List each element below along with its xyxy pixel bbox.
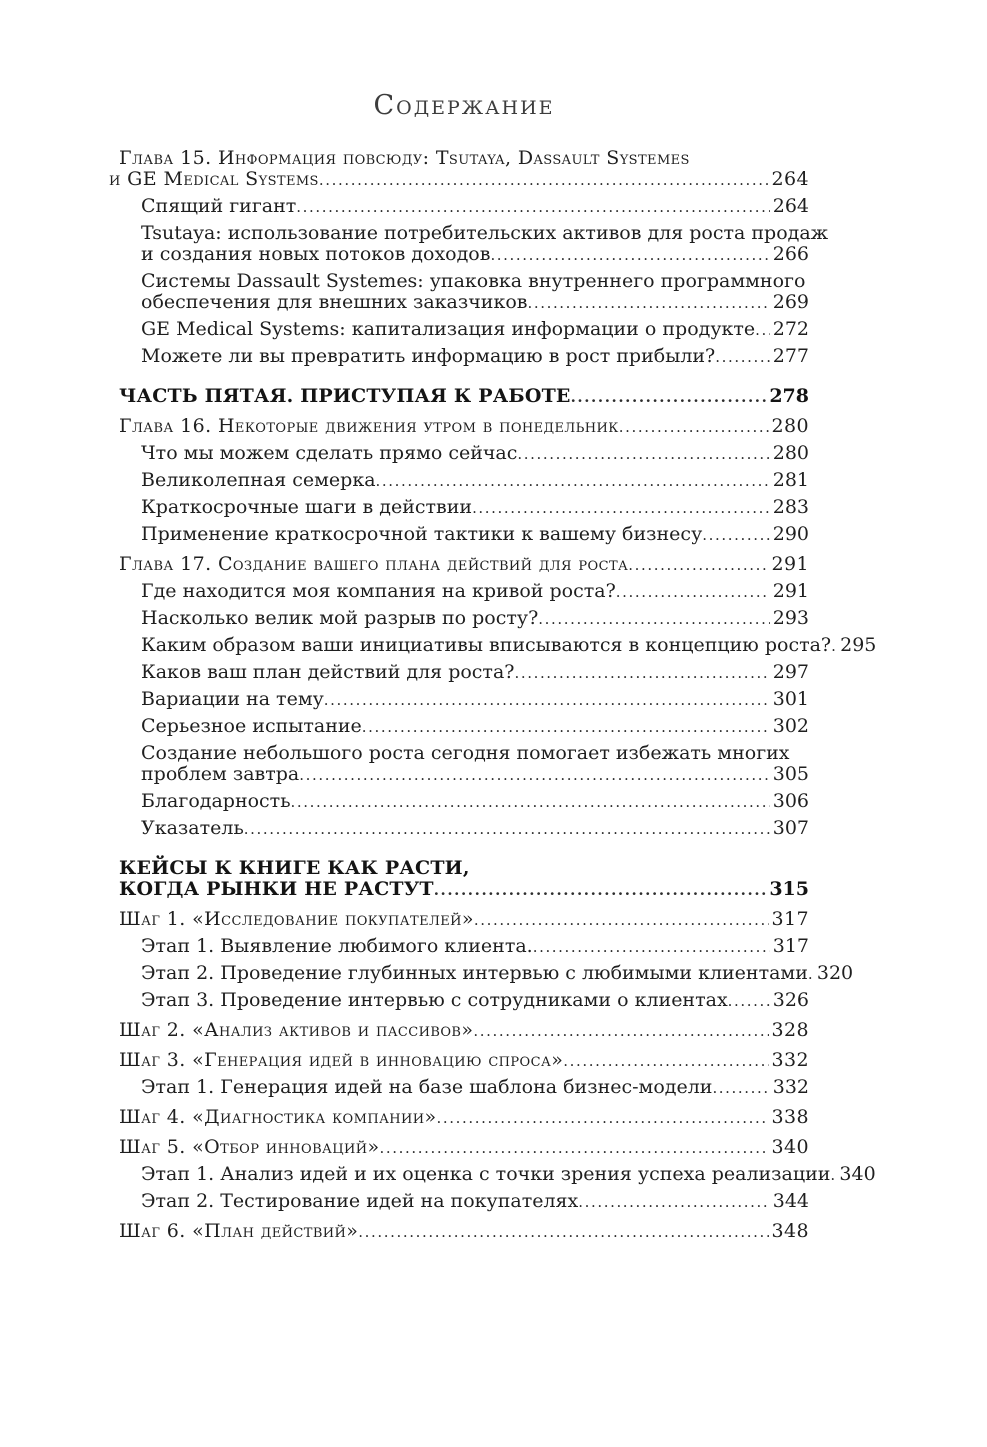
toc-entry-text: Этап 2. Тестирование идей на покупателях xyxy=(141,1190,579,1212)
toc-content xyxy=(109,86,877,1243)
toc-entry-line xyxy=(141,196,809,218)
toc-entry-text: Глава 15. Информация повсюду: Tsutaya, Dassault Systemes xyxy=(119,147,690,169)
toc-entry-text: Где находится моя компания на кривой роста? xyxy=(141,580,616,602)
toc-entry xyxy=(119,818,809,840)
page-number: 291 xyxy=(772,580,809,602)
page-number: 332 xyxy=(772,1076,809,1098)
toc-entry-line xyxy=(119,386,809,408)
toc-entry xyxy=(119,962,854,985)
page-number: 295 xyxy=(840,634,877,656)
toc-entry-text: обеспечения для внешних заказчиков xyxy=(141,291,528,313)
toc-entry-text: Этап 3. Проведение интервью с сотрудниками о клиентах xyxy=(141,989,728,1011)
toc-entry xyxy=(119,716,809,738)
page-number: 320 xyxy=(816,962,854,984)
page-number: 340 xyxy=(839,1163,876,1185)
page-number: 332 xyxy=(771,1049,809,1071)
page-number: 317 xyxy=(771,908,809,930)
toc-entry xyxy=(119,1077,809,1099)
toc-entry-text: Указатель xyxy=(141,817,244,839)
toc-entry xyxy=(119,196,809,218)
dot-leader xyxy=(563,1051,768,1072)
page-number: 278 xyxy=(769,385,809,407)
toc-entry xyxy=(119,222,829,266)
dot-leader xyxy=(244,819,770,840)
toc-entry xyxy=(119,909,809,931)
page-number: 301 xyxy=(772,688,809,710)
toc-entry-line xyxy=(141,936,809,958)
toc-entry xyxy=(119,634,877,657)
page-number: 266 xyxy=(772,243,809,265)
toc-entry-line xyxy=(141,497,809,519)
toc-entry-line xyxy=(119,858,809,879)
page-number: 280 xyxy=(772,442,809,464)
toc-entry xyxy=(119,524,809,546)
dot-leader xyxy=(324,690,770,711)
dot-leader xyxy=(578,1192,770,1213)
toc-entry-line xyxy=(141,689,809,711)
dot-leader xyxy=(571,387,767,408)
toc-entry-line xyxy=(141,634,877,657)
dot-leader xyxy=(628,555,768,576)
page-number: 269 xyxy=(772,291,809,313)
toc-entry-text: ЧАСТЬ ПЯТАЯ. ПРИСТУПАЯ К РАБОТЕ xyxy=(119,385,571,407)
dot-leader xyxy=(702,525,769,546)
toc-entry xyxy=(119,470,809,492)
toc-entry xyxy=(119,1191,809,1213)
toc-entry-line xyxy=(141,716,809,738)
toc-entry xyxy=(119,1163,876,1186)
toc-entry-text: КЕЙСЫ К КНИГЕ КАК РАСТИ, xyxy=(119,857,470,879)
page-number: 338 xyxy=(771,1106,809,1128)
dot-leader xyxy=(712,1078,769,1099)
toc-entry xyxy=(119,858,809,901)
dot-leader xyxy=(380,1138,769,1159)
toc-entry-text: Насколько велик мой разрыв по росту? xyxy=(141,607,539,629)
toc-entry-text: Глава 16. Некоторые движения утром в понедельник xyxy=(119,415,619,437)
dot-leader xyxy=(728,991,770,1012)
toc-entry-line xyxy=(141,346,809,368)
toc-entry-line xyxy=(141,271,809,292)
dot-leader xyxy=(831,636,837,657)
dot-leader xyxy=(437,1108,769,1129)
dot-leader xyxy=(358,1222,768,1243)
page-number: 305 xyxy=(772,763,809,785)
toc-entry xyxy=(119,743,809,786)
toc-entry xyxy=(119,386,809,408)
toc-entry-text: Шаг 2. «Анализ активов и пассивов» xyxy=(119,1019,474,1041)
page-number: 264 xyxy=(771,168,809,190)
toc-entry-text: Спящий гигант xyxy=(141,195,297,217)
toc-entry-line xyxy=(141,222,829,244)
dot-leader xyxy=(296,197,769,218)
toc-entry-text: КОГДА РЫНКИ НЕ РАСТУТ xyxy=(119,878,434,900)
dot-leader xyxy=(362,717,770,738)
toc-entry-line xyxy=(141,470,809,492)
page-number: 307 xyxy=(772,817,809,839)
toc-entry-text: Этап 1. Анализ идей и их оценка с точки зрения успеха реализации xyxy=(141,1163,831,1185)
page-number: 302 xyxy=(772,715,809,737)
toc-entry-line xyxy=(141,1077,809,1099)
dot-leader xyxy=(376,471,770,492)
page-number: 290 xyxy=(772,523,809,545)
dot-leader xyxy=(473,1021,768,1042)
toc-entry-line xyxy=(119,1221,809,1243)
dot-leader xyxy=(319,170,769,191)
dot-leader xyxy=(755,320,770,341)
page-number: 306 xyxy=(772,790,809,812)
dot-leader xyxy=(474,910,769,931)
toc-entry-line xyxy=(119,1137,809,1159)
page-number: 315 xyxy=(769,878,809,900)
toc-entry xyxy=(119,990,809,1012)
toc-entry-text: Вариации на тему xyxy=(141,688,324,710)
page-number: 264 xyxy=(772,195,809,217)
toc-entry-text: Этап 1. Выявление любимого клиента. xyxy=(141,935,533,957)
toc-entry-text: Шаг 6. «План действий» xyxy=(119,1220,359,1242)
toc-entry-line xyxy=(141,581,809,603)
toc-entry-line xyxy=(119,1020,809,1042)
dot-leader xyxy=(291,792,770,813)
dot-leader xyxy=(299,765,770,786)
dot-leader xyxy=(434,880,767,901)
toc-entry-line xyxy=(141,608,809,630)
toc-entry-line xyxy=(109,169,809,191)
dot-leader xyxy=(514,663,769,684)
toc-entry xyxy=(119,689,809,711)
page-title: Содержание xyxy=(373,90,555,121)
toc-entry xyxy=(109,147,809,191)
toc-entry-line xyxy=(141,662,809,684)
page-number: 344 xyxy=(772,1190,809,1212)
toc-entry xyxy=(119,554,809,576)
toc-entry-text: Tsutaya: использование потребительских активов для роста продаж xyxy=(141,222,829,244)
toc-entry-line xyxy=(141,319,809,341)
dot-leader xyxy=(830,1165,836,1186)
toc-entry-text: Глава 17. Создание вашего плана действий для роста xyxy=(119,553,629,575)
toc-entry xyxy=(119,936,809,958)
toc-entry-text: и создания новых потоков доходов xyxy=(141,243,491,265)
toc-entry-text: Шаг 3. «Генерация идей в инновацию спроса» xyxy=(119,1049,564,1071)
toc-entry xyxy=(119,443,809,465)
toc-entry-line xyxy=(119,554,809,576)
toc-entry-line xyxy=(119,879,809,901)
dot-leader xyxy=(472,498,770,519)
toc-entry xyxy=(119,1221,809,1243)
toc-entry xyxy=(119,319,809,341)
dot-leader xyxy=(490,245,769,266)
toc-entry xyxy=(119,497,809,519)
toc-entry-line xyxy=(141,791,809,813)
toc-entry xyxy=(119,416,809,438)
toc-entry-text: Шаг 5. «Отбор инноваций» xyxy=(119,1136,380,1158)
toc-entry-line xyxy=(141,1191,809,1213)
dot-leader xyxy=(616,582,770,603)
toc-entry xyxy=(119,346,809,368)
toc-entry xyxy=(119,662,809,684)
toc-entry-line xyxy=(119,1107,809,1129)
toc-entry xyxy=(119,1020,809,1042)
toc-entry-text: Что мы можем сделать прямо сейчас xyxy=(141,442,518,464)
toc-entry-text: проблем завтра xyxy=(141,763,300,785)
toc-entry xyxy=(119,1137,809,1159)
toc-entry xyxy=(119,608,809,630)
toc-entry xyxy=(119,581,809,603)
toc-entry-line xyxy=(119,416,809,438)
toc-entry xyxy=(119,271,809,314)
toc-entry-text: Этап 2. Проведение глубинных интервью с любимыми клиентами xyxy=(141,962,808,984)
toc-entry-text: Каким образом ваши инициативы вписываются в концепцию роста? xyxy=(141,634,832,656)
dot-leader xyxy=(517,444,769,465)
toc-entry-text: и GE Medical Systems xyxy=(109,168,319,190)
toc-entry-line xyxy=(141,962,854,985)
toc-entry xyxy=(119,791,809,813)
dot-leader xyxy=(619,417,769,438)
toc-entry-line xyxy=(141,443,809,465)
toc-entry-line xyxy=(119,1050,809,1072)
dot-leader xyxy=(538,609,769,630)
toc-entry-line xyxy=(141,524,809,546)
page-number: 348 xyxy=(771,1220,809,1242)
toc-entry-list xyxy=(109,147,877,1243)
page-number: 293 xyxy=(772,607,809,629)
toc-entry-text: Создание небольшого роста сегодня помогает избежать многих xyxy=(141,742,790,764)
toc-entry-text: Шаг 4. «Диагностика компании» xyxy=(119,1106,437,1128)
toc-entry-text: Благодарность xyxy=(141,790,291,812)
toc-entry-text: Краткосрочные шаги в действии xyxy=(141,496,473,518)
page-number: 297 xyxy=(772,661,809,683)
page-number: 328 xyxy=(771,1019,809,1041)
toc-entry-text: Этап 1. Генерация идей на базе шаблона бизнес-модели xyxy=(141,1076,713,1098)
toc-entry-text: Каков ваш план действий для роста? xyxy=(141,661,515,683)
page-number: 272 xyxy=(772,318,809,340)
toc-entry-text: Шаг 1. «Исследование покупателей» xyxy=(119,908,474,930)
toc-entry-text: Системы Dassault Systemes: упаковка внутреннего программного xyxy=(141,270,806,292)
toc-entry-line xyxy=(141,818,809,840)
toc-entry-line xyxy=(119,909,809,931)
toc-entry-text: Можете ли вы превратить информацию в рост прибыли? xyxy=(141,345,716,367)
dot-leader xyxy=(527,293,769,314)
page-number: 280 xyxy=(771,415,809,437)
toc-entry-text: Серьезное испытание xyxy=(141,715,362,737)
toc-entry-line xyxy=(141,990,809,1012)
toc-entry-line xyxy=(141,743,809,764)
page-number: 340 xyxy=(771,1136,809,1158)
page-number: 326 xyxy=(772,989,809,1011)
dot-leader xyxy=(715,347,769,368)
dot-leader xyxy=(533,937,770,958)
dot-leader xyxy=(808,964,814,985)
page-number: 281 xyxy=(772,469,809,491)
toc-entry-line xyxy=(119,148,809,169)
toc-entry-text: GE Medical Systems: капитализация информации о продукте xyxy=(141,318,756,340)
page-number: 291 xyxy=(771,553,809,575)
page-number: 277 xyxy=(772,345,809,367)
toc-entry-line xyxy=(141,244,809,266)
page-number: 283 xyxy=(772,496,809,518)
toc-entry-line xyxy=(141,1163,876,1186)
toc-entry-line xyxy=(141,292,809,314)
toc-entry-line xyxy=(141,764,809,786)
toc-entry xyxy=(119,1050,809,1072)
toc-entry xyxy=(119,1107,809,1129)
page-number: 317 xyxy=(772,935,809,957)
toc-entry-text: Применение краткосрочной тактики к вашему бизнесу xyxy=(141,523,703,545)
toc-entry-text: Великолепная семерка xyxy=(141,469,376,491)
